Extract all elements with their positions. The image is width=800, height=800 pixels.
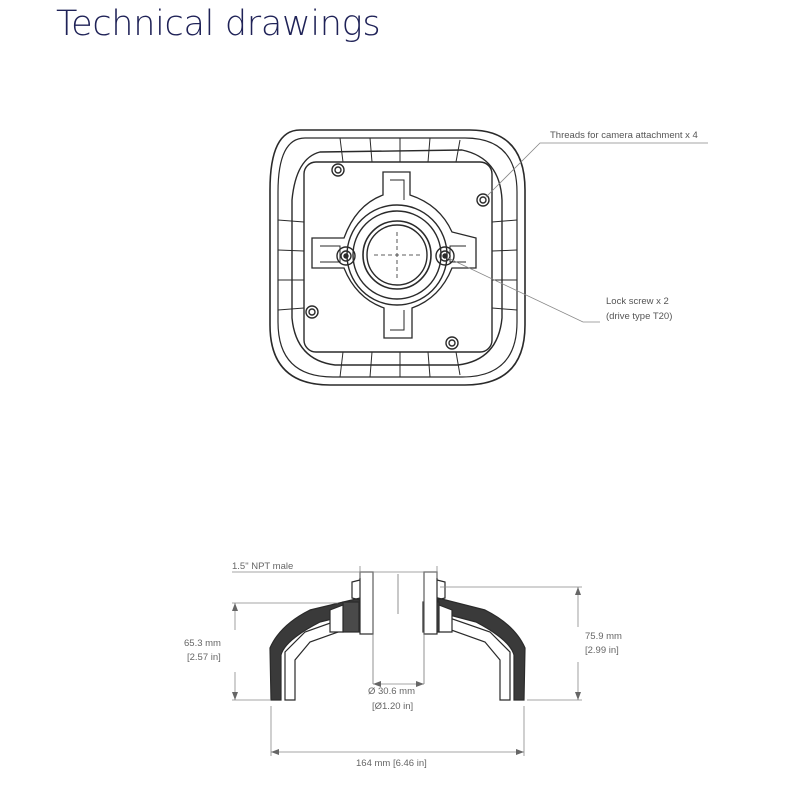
dimension-arrows <box>232 587 581 755</box>
right-height-mm-label: 75.9 mm <box>585 631 622 642</box>
lock-screw-drive-type-label: (drive type T20) <box>606 311 673 322</box>
bore-diameter-mm-label: Ø 30.6 mm <box>368 686 415 697</box>
bore-diameter-in-label: [Ø1.20 in] <box>372 701 414 712</box>
threads-callout-label: Threads for camera attachment x 4 <box>550 130 698 141</box>
right-height-in-label: [2.99 in] <box>585 645 619 656</box>
lock-screw-callout-label: Lock screw x 2 <box>606 296 669 307</box>
overall-width-label: 164 mm [6.46 in] <box>356 758 427 769</box>
page-title: Technical drawings <box>56 4 381 44</box>
callout-leaders <box>448 143 708 322</box>
side-view-drawing <box>270 572 525 700</box>
top-view-drawing <box>270 130 525 385</box>
npt-thread-label: 1.5" NPT male <box>232 561 294 572</box>
left-height-mm-label: 65.3 mm <box>184 638 221 649</box>
left-height-in-label: [2.57 in] <box>187 652 221 663</box>
